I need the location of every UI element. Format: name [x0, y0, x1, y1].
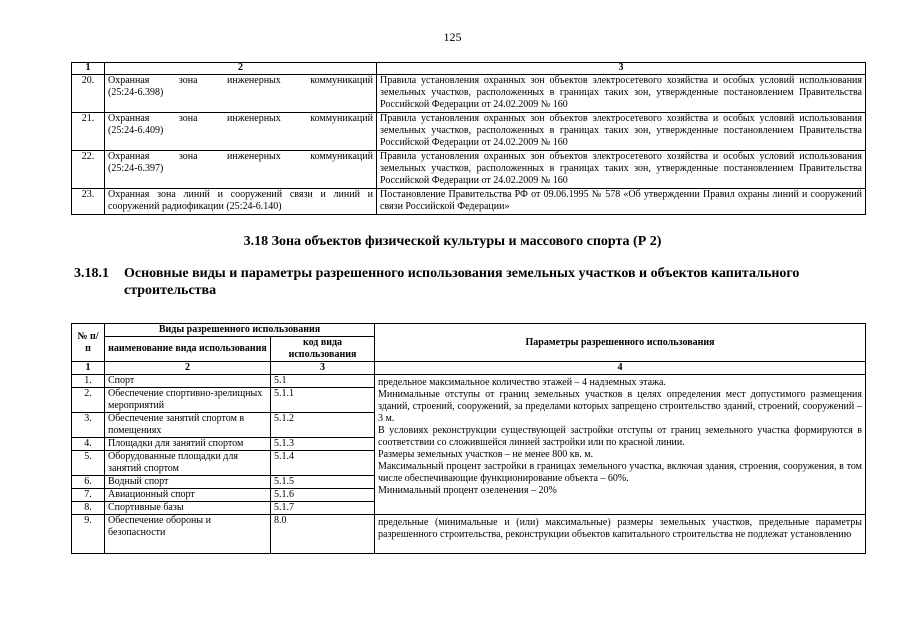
- use-name: Спортивные базы: [105, 502, 271, 515]
- use-code: 5.1: [271, 375, 375, 388]
- header-num: № п/п: [72, 324, 105, 362]
- use-code: 5.1.5: [271, 476, 375, 489]
- zone-name-word: Охранная: [108, 113, 150, 124]
- use-code: 5.1.3: [271, 438, 375, 451]
- row-number: 1.: [72, 375, 105, 388]
- use-code: 8.0: [271, 515, 375, 554]
- zone-name-word: зона: [178, 113, 198, 124]
- row-number: 23.: [72, 189, 105, 215]
- row-number: 2.: [72, 388, 105, 413]
- use-name: Авиационный спорт: [105, 489, 271, 502]
- column-index: 4: [375, 362, 866, 375]
- use-code: 5.1.6: [271, 489, 375, 502]
- zone-name-word: Охранная: [108, 75, 150, 86]
- zone-name-word: инженерных: [227, 113, 281, 124]
- use-name: Водный спорт: [105, 476, 271, 489]
- table-row: [72, 189, 866, 215]
- subsection-number: 3.18.1: [74, 266, 109, 281]
- row-number: 7.: [72, 489, 105, 502]
- param-text: Максимальный процент застройки в границах земельного участка, включая здания, строения, сооружения, в том числе обеспечивающие функционирование объекта – 60%.: [378, 461, 863, 484]
- zone-description: Правила установления охранных зон объектов электросетевого хозяйства и особых условий использования земельных участков, расположенных в границах таких зон, утвержденные постановлением Правительства Российской Федерации от 24.02.2009 № 160: [377, 113, 866, 151]
- column-index: 2: [105, 63, 377, 75]
- use-name: Обеспечение спортивно-зрелищных мероприятий: [105, 388, 271, 413]
- permitted-uses-table: [71, 323, 866, 554]
- table-row: [72, 375, 866, 388]
- row-number: 8.: [72, 502, 105, 515]
- use-name: Оборудованные площадки для занятий спортом: [105, 451, 271, 476]
- use-code: 5.1.4: [271, 451, 375, 476]
- zone-name-word: инженерных: [227, 151, 281, 162]
- zone-description: Правила установления охранных зон объектов электросетевого хозяйства и особых условий использования земельных участков, расположенных в границах таких зон, утвержденные постановлением Правительства Российской Федерации от 24.02.2009 № 160: [377, 75, 866, 113]
- column-index: 1: [72, 362, 105, 375]
- column-index: 3: [271, 362, 375, 375]
- row-number: 22.: [72, 151, 105, 189]
- use-name: Обеспечение занятий спортом в помещениях: [105, 413, 271, 438]
- param-text: Размеры земельных участков – не менее 800 кв. м.: [378, 449, 594, 460]
- column-index: 1: [72, 63, 105, 75]
- table-index-row: [72, 362, 866, 375]
- zone-name: Охранная зона линий и сооружений связи и линий и сооружений радиофикации (25:24-6.140): [105, 189, 377, 215]
- zone-description: Правила установления охранных зон объектов электросетевого хозяйства и особых условий использования земельных участков, расположенных в границах таких зон, утвержденные постановлением Правительства Российской Федерации от 24.02.2009 № 160: [377, 151, 866, 189]
- zone-name-word: коммуникаций: [310, 113, 373, 124]
- table-header-row: [72, 324, 866, 337]
- params-cell: [375, 375, 866, 515]
- use-name: Обеспечение обороны и безопасности: [105, 515, 271, 554]
- use-name: Спорт: [105, 375, 271, 388]
- row-number: 9.: [72, 515, 105, 554]
- table-index-row: [72, 63, 866, 75]
- column-index: 2: [105, 362, 271, 375]
- row-number: 3.: [72, 413, 105, 438]
- row-number: 4.: [72, 438, 105, 451]
- zone-name-word: зона: [178, 75, 198, 86]
- zone-name-word: коммуникаций: [310, 75, 373, 86]
- param-text: Минимальный процент озеленения – 20%: [378, 485, 557, 496]
- param-text: Минимальные отступы от границ земельных участков в целях определения мест допустимого размещения зданий, строений, сооружений, за пределами которых запрещено строительство зданий, строений, сооружений – 3 м.: [378, 389, 863, 424]
- header-types-group: Виды разрешенного использования: [105, 324, 375, 337]
- zone-code: (25:24-6.397): [108, 163, 164, 174]
- zone-code: (25:24-6.409): [108, 125, 164, 136]
- zone-code: (25:24-6.398): [108, 87, 164, 98]
- zone-name: [105, 151, 377, 189]
- zone-name-word: инженерных: [227, 75, 281, 86]
- subsection-heading: [74, 265, 874, 299]
- page-number: 125: [443, 30, 462, 44]
- use-code: 5.1.1: [271, 388, 375, 413]
- column-index: 3: [377, 63, 866, 75]
- param-text: В условиях реконструкции существующей застройки отступы от границ земельного участка формируются в соответствии со сложившейся линией застройки или по красной линии.: [378, 425, 863, 448]
- use-code: 5.1.2: [271, 413, 375, 438]
- row-number: 5.: [72, 451, 105, 476]
- row-number: 21.: [72, 113, 105, 151]
- zone-name-word: Охранная: [108, 151, 150, 162]
- zone-name-word: зона: [178, 151, 198, 162]
- params-cell-row9: предельные (минимальные и (или) максимальные) размеры земельных участков, предельные параметры разрешенного строительства, реконструкции объектов капитального строительства не подлежат установлению: [375, 515, 866, 554]
- param-text: предельное максимальное количество этажей – 4 надземных этажа.: [378, 377, 666, 388]
- row-number: 6.: [72, 476, 105, 489]
- table-row: [72, 75, 866, 113]
- header-type-name: наименование вида использования: [105, 337, 271, 362]
- zone-name: [105, 75, 377, 113]
- use-code: 5.1.7: [271, 502, 375, 515]
- table-row: [72, 113, 866, 151]
- header-type-code: код вида использования: [271, 337, 375, 362]
- zone-description: Постановление Правительства РФ от 09.06.1995 № 578 «Об утверждении Правил охраны линий и сооружений связи Российской Федерации»: [377, 189, 866, 215]
- zone-name-word: коммуникаций: [310, 151, 373, 162]
- header-params: Параметры разрешенного использования: [375, 324, 866, 362]
- section-title: 3.18 Зона объектов физической культуры и массового спорта (Р 2): [243, 234, 662, 249]
- table-row: [72, 151, 866, 189]
- protection-zones-table: [71, 62, 866, 215]
- subsection-title: Основные виды и параметры разрешенного использования земельных участков и объектов капитального строительства: [124, 266, 800, 298]
- zone-name: [105, 113, 377, 151]
- table-row: [72, 515, 866, 554]
- use-name: Площадки для занятий спортом: [105, 438, 271, 451]
- row-number: 20.: [72, 75, 105, 113]
